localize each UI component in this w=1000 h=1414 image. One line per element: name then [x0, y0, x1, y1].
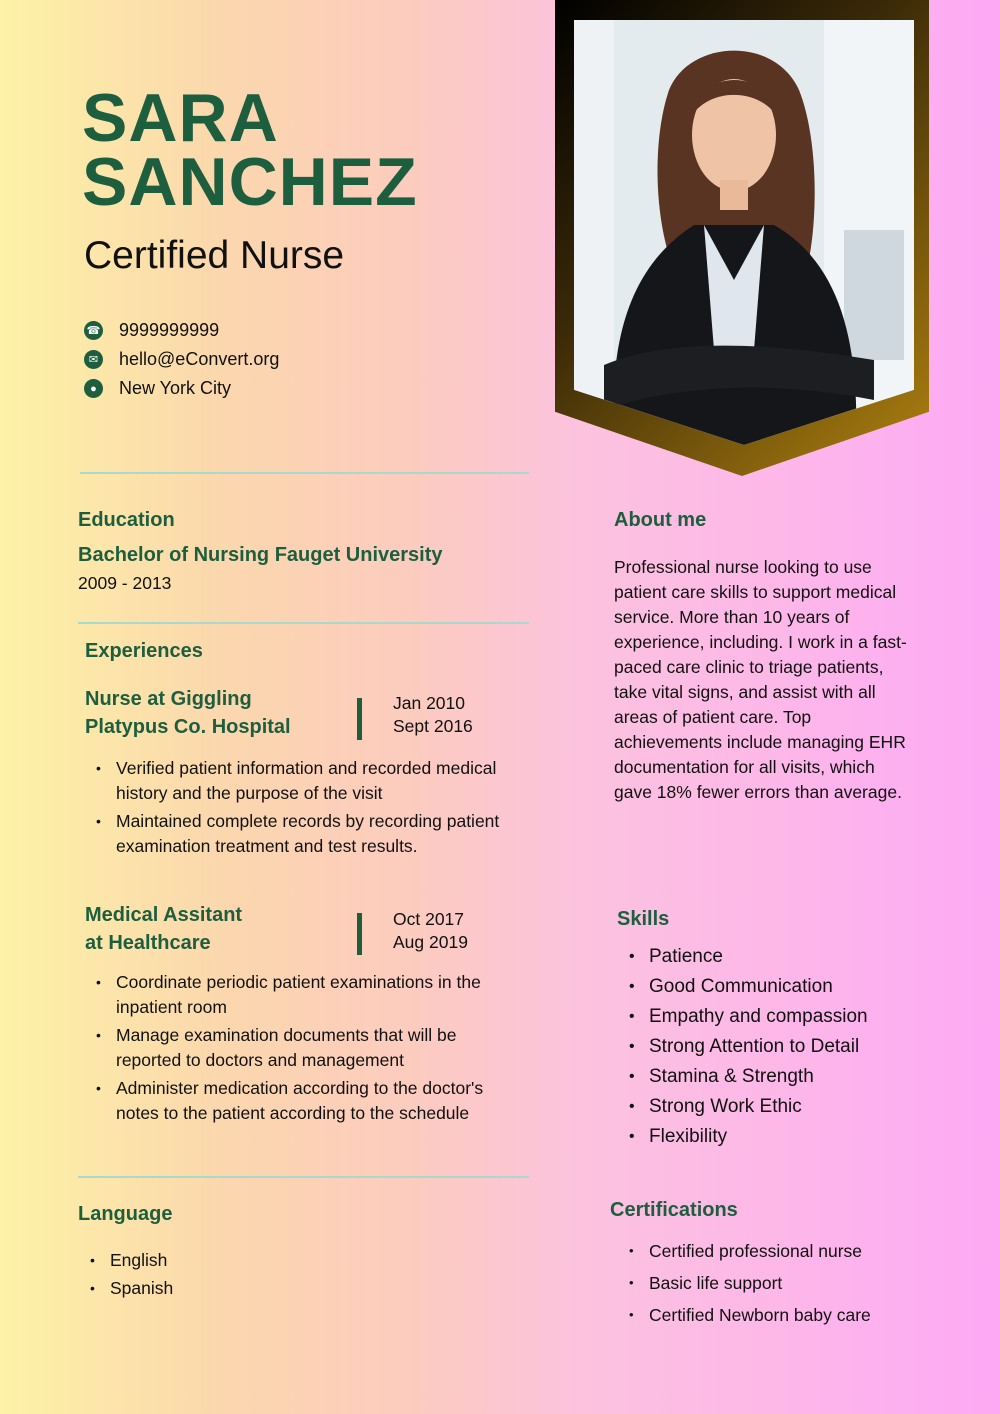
list-item: • Certified Newborn baby care: [611, 1299, 951, 1331]
certifications-heading: Certifications: [610, 1199, 738, 1221]
education-heading: Education: [78, 509, 175, 531]
list-item: • Good Communication: [617, 972, 947, 1002]
language-list: [78, 1248, 278, 1304]
job-1-bullets: [84, 756, 504, 862]
list-item: • Spanish: [78, 1276, 278, 1301]
list-item: • Certified professional nurse: [611, 1235, 951, 1267]
job-title-1-line2: Platypus Co. Hospital: [85, 716, 291, 738]
job-title-2-line1: Medical Assitant: [85, 904, 243, 926]
job-title: Certified Nurse: [84, 234, 345, 277]
language-heading: Language: [78, 1203, 173, 1225]
list-item: • Manage examination documents that will be reported to doctors and management: [84, 1023, 484, 1073]
phone-icon: ☎: [84, 321, 103, 340]
list-item: • English: [78, 1248, 278, 1273]
job-title-2: [85, 901, 242, 957]
certifications-list: [611, 1235, 951, 1331]
email-text: hello@eConvert.org: [119, 349, 280, 369]
contact-phone: [84, 316, 279, 345]
about-text: Professional nurse looking to use patient care skills to support medical service. More than 10 years of experience, including. I work in a fast-paced care clinic to triage patients, take vital signs, and assist with all areas of patient care. Top achievements include managing EHR documentation for all visits, which gave 18% fewer errors than average.: [614, 557, 907, 802]
list-item: • Basic life support: [611, 1267, 951, 1299]
divider-education: [78, 622, 529, 624]
job-2-start: Oct 2017: [393, 909, 465, 929]
job-1-start: Jan 2010: [393, 693, 466, 713]
job-1-dates: [393, 692, 473, 738]
list-item: • Flexibility: [617, 1122, 947, 1152]
list-item: • Verified patient information and recorded medical history and the purpose of the visit: [84, 756, 504, 806]
job-2-dates: [393, 908, 468, 954]
name-heading: [82, 80, 418, 220]
contact-location: [84, 374, 279, 403]
list-item: • Strong Attention to Detail: [617, 1032, 947, 1062]
job-2-separator: [357, 913, 362, 955]
location-icon: ●: [84, 379, 103, 398]
about-heading: About me: [614, 509, 707, 531]
job-title-1: [85, 685, 291, 741]
experiences-heading: Experiences: [85, 640, 203, 662]
email-icon: ✉: [84, 350, 103, 369]
job-2-end: Aug 2019: [393, 932, 468, 952]
contact-email: [84, 345, 279, 374]
list-item: • Strong Work Ethic: [617, 1092, 947, 1122]
first-name: SARA: [82, 80, 279, 156]
job-1-end: Sept 2016: [393, 716, 473, 736]
profile-photo: [574, 20, 914, 445]
last-name: SANCHEZ: [82, 144, 418, 220]
skills-heading: Skills: [617, 908, 670, 930]
divider-experiences: [78, 1176, 529, 1178]
job-title-2-line2: at Healthcare: [85, 932, 211, 954]
list-item: • Coordinate periodic patient examinations in the inpatient room: [84, 970, 484, 1020]
list-item: • Empathy and compassion: [617, 1002, 947, 1032]
job-2-bullets: [84, 970, 484, 1129]
divider-top: [80, 472, 529, 474]
person-illustration: [574, 20, 914, 445]
education-years: 2009 - 2013: [78, 573, 172, 593]
list-item: • Patience: [617, 942, 947, 972]
list-item: • Maintained complete records by recording patient examination treatment and test results.: [84, 809, 504, 859]
list-item: • Stamina & Strength: [617, 1062, 947, 1092]
job-title-1-line1: Nurse at Giggling: [85, 688, 252, 710]
contact-list: [84, 316, 279, 403]
skills-list: [617, 942, 947, 1152]
education-degree: Bachelor of Nursing Fauget University: [78, 544, 443, 566]
list-item: • Administer medication according to the doctor's notes to the patient according to the schedule: [84, 1076, 484, 1126]
phone-text: 9999999999: [119, 320, 220, 340]
job-1-separator: [357, 698, 362, 740]
location-text: New York City: [119, 378, 232, 398]
